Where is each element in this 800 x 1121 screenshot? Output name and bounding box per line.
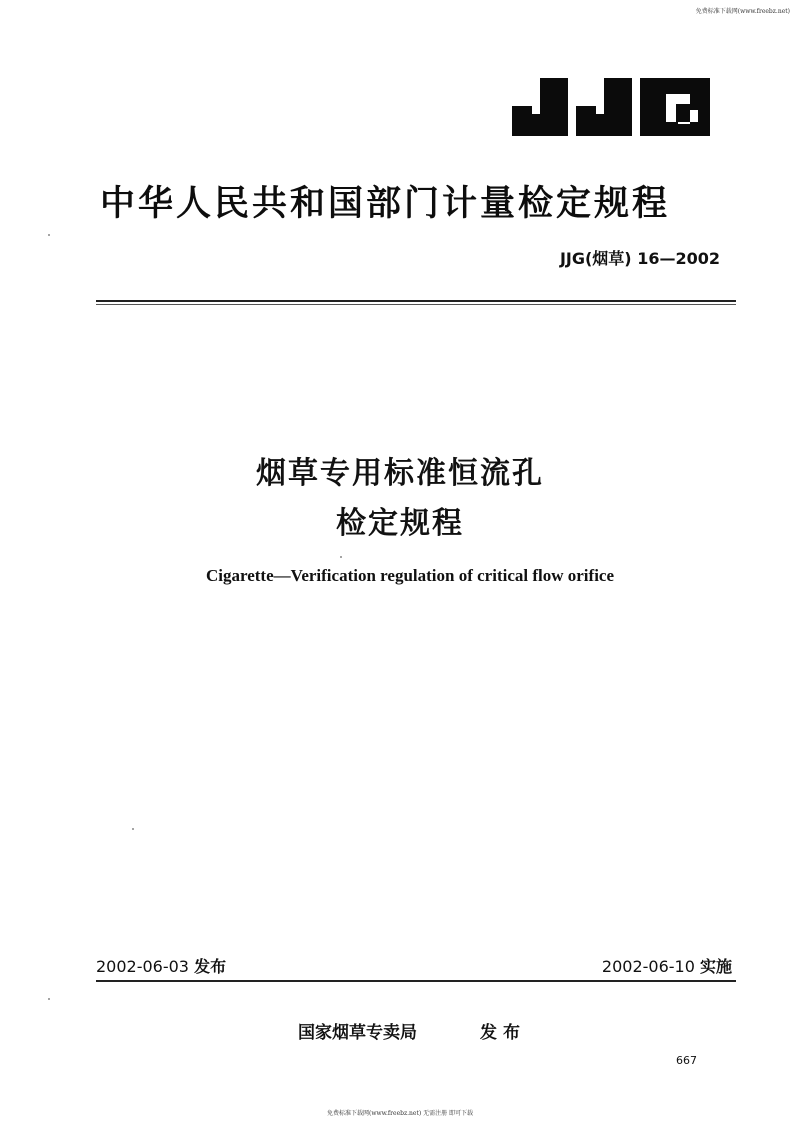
scan-speck — [48, 234, 50, 236]
page-number: 667 — [676, 1054, 697, 1067]
bottom-divider — [96, 980, 736, 982]
series-title: 中华人民共和国部门计量检定规程 — [100, 184, 671, 224]
top-divider — [96, 300, 736, 302]
implement-date-value: 2002-06-10 — [601, 957, 695, 976]
jjg-logo — [508, 70, 714, 142]
issue-date-label: 发布 — [194, 957, 227, 976]
scan-speck — [48, 998, 50, 1000]
header-watermark-note: 免费标准下载网(www.freebz.net) — [695, 8, 790, 15]
scan-speck — [340, 556, 342, 558]
standard-code: JJG(烟草) 16—2002 — [559, 249, 720, 268]
footer-watermark-note: 免费标准下载网(www.freebz.net) 无需注册 即可下载 — [326, 1110, 474, 1117]
english-title: Cigarette—Verification regulation of critical flow orifice — [205, 566, 615, 585]
issue-date — [96, 954, 226, 977]
top-divider-thin — [96, 304, 736, 305]
issue-date-value: 2002-06-03 — [96, 957, 189, 976]
document-title-line-2: 检定规程 — [336, 506, 464, 541]
implement-date — [602, 954, 732, 977]
implement-date-label: 实施 — [699, 957, 732, 976]
scan-speck — [132, 828, 134, 830]
publisher-name: 国家烟草专卖局 — [298, 1023, 417, 1043]
publisher-action: 发布 — [480, 1023, 526, 1043]
document-title-line-1: 烟草专用标准恒流孔 — [256, 456, 544, 491]
